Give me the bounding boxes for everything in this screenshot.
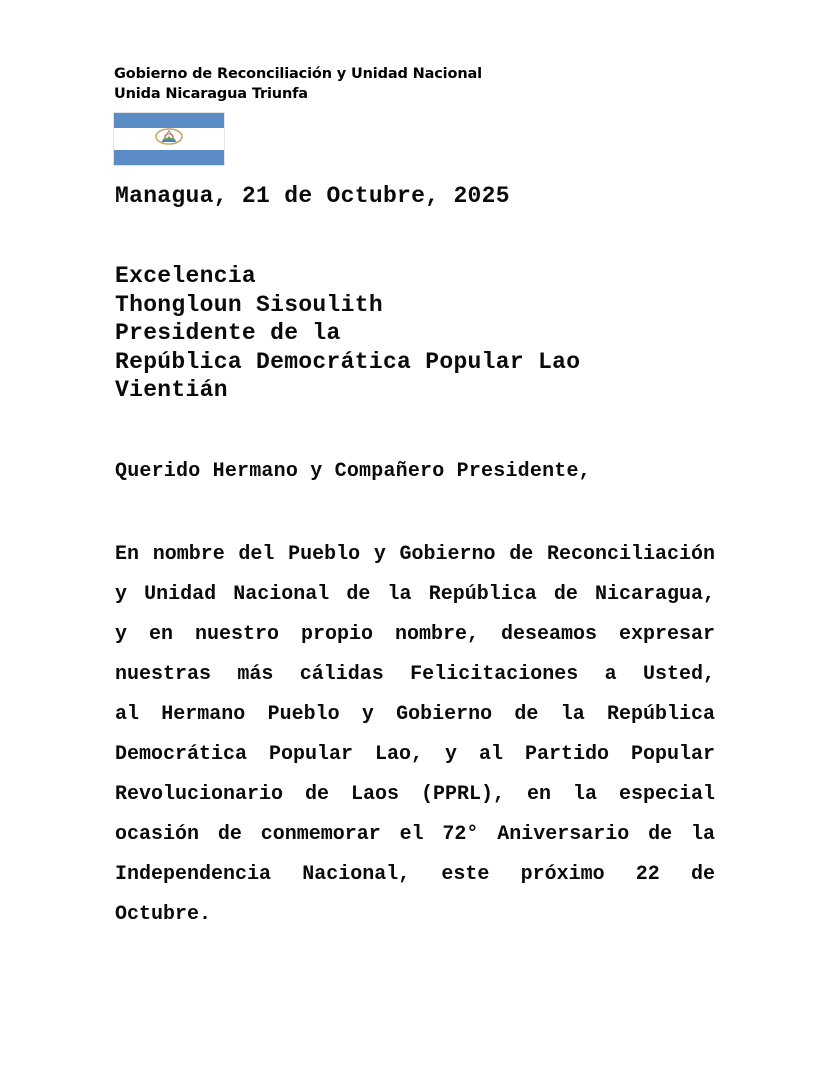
recipient-city: Vientián	[115, 377, 228, 404]
coat-of-arms-icon	[154, 128, 184, 150]
body-line: ocasión de conmemorar el 72° Aniversario de la	[115, 823, 715, 846]
body-line: Revolucionario de Laos (PPRL), en la especial	[115, 783, 715, 806]
body-line: y en nuestro propio nombre, deseamos expresar	[115, 623, 715, 646]
body-line: En nombre del Pueblo y Gobierno de Reconciliación	[115, 543, 715, 566]
recipient-honorific: Excelencia	[115, 263, 257, 289]
body-line: y Unidad Nacional de la República de Nicaragua,	[115, 583, 715, 606]
flag-stripe-middle	[114, 128, 224, 150]
letterhead	[114, 64, 482, 104]
dateline: Managua, 21 de Octubre, 2025	[115, 183, 510, 209]
salutation: Querido Hermano y Compañero Presidente,	[115, 460, 591, 483]
letter-body	[115, 535, 715, 935]
recipient-title-line2: República Democrática Popular Lao	[115, 348, 581, 375]
letterhead-government-line: Gobierno de Reconciliación y Unidad Nacional	[114, 66, 482, 82]
recipient-block	[115, 262, 580, 405]
flag-stripe-bottom	[114, 150, 224, 165]
recipient-title-line1: Presidente de la	[115, 320, 341, 347]
body-line: Democrática Popular Lao, y al Partido Popular	[115, 743, 715, 766]
body-line: Independencia Nacional, este próximo 22 de	[115, 863, 715, 886]
body-line: al Hermano Pueblo y Gobierno de la República	[115, 703, 715, 726]
recipient-name: Thongloun Sisoulith	[115, 291, 383, 318]
body-line: nuestras más cálidas Felicitaciones a Usted,	[115, 663, 715, 686]
nicaragua-flag	[113, 112, 225, 166]
body-line: Octubre.	[115, 903, 212, 926]
letterhead-motto-line: Unida Nicaragua Triunfa	[114, 86, 308, 102]
flag-stripe-top	[114, 113, 224, 128]
